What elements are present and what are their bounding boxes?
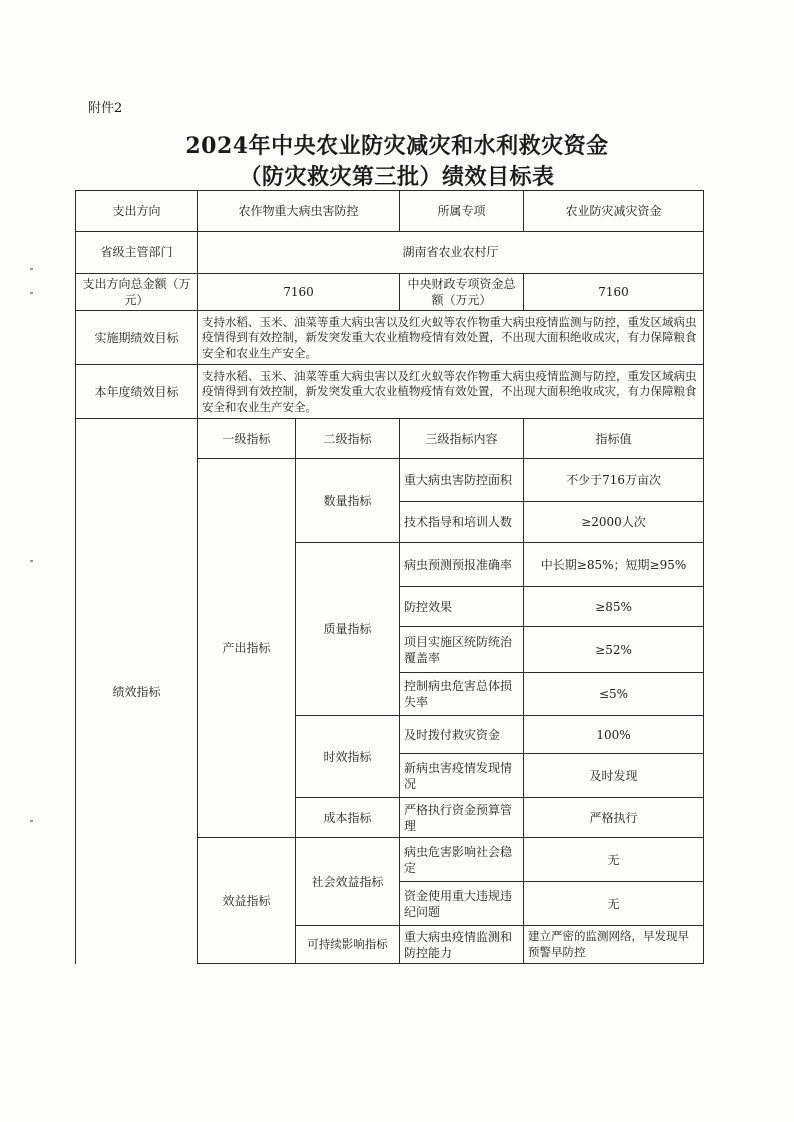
indicator-value-cell: 无 [524,838,704,882]
indicator-value-cell: ≥2000人次 [524,502,704,543]
indicator-value-cell: 100% [524,716,704,754]
attachment-label: 附件2 [88,101,123,116]
benefit-indicator-cell: 效益指标 [198,838,296,964]
total-label-cell: 支出方向总金额（万元） [76,274,198,311]
period-goal-label-cell: 实施期绩效目标 [76,311,198,365]
quality-indicator-cell: 质量指标 [296,543,400,716]
indicator-content-cell: 严格执行资金预算管理 [400,798,524,838]
indicator-value-cell: 建立严密的监测网络，早发现早预警早防控 [524,926,704,964]
project-value-cell: 农业防灾减灾资金 [524,191,704,232]
social-benefit-indicator-cell: 社会效益指标 [296,838,400,926]
indicators-section-cell: 绩效指标 [76,419,198,964]
indicator-content-cell: 控制病虫危害总体损失率 [400,673,524,716]
direction-label-cell: 支出方向 [76,191,198,232]
indicator-content-cell: 防控效果 [400,587,524,627]
indicator-value-cell: 严格执行 [524,798,704,838]
indicator-value-cell: 中长期≥85%；短期≥95% [524,543,704,587]
central-label-cell: 中央财政专项资金总额（万元） [400,274,524,311]
quantity-indicator-cell: 数量指标 [296,459,400,543]
sustainable-impact-indicator-cell: 可持续影响指标 [296,926,400,964]
indicator-content-cell: 项目实施区统防统治覆盖率 [400,627,524,673]
project-label-cell: 所属专项 [400,191,524,232]
indicator-content-cell: 及时拨付救灾资金 [400,716,524,754]
indicator-value-cell: ≥85% [524,587,704,627]
indicator-content-cell: 病虫预测预报准确率 [400,543,524,587]
indicator-content-cell: 技术指导和培训人数 [400,502,524,543]
direction-value-cell: 农作物重大病虫害防控 [198,191,400,232]
year-goal-label-cell: 本年度绩效目标 [76,365,198,419]
dept-label-cell: 省级主管部门 [76,232,198,274]
indicator-value-cell: 无 [524,882,704,926]
year-goal-text-cell: 支持水稻、玉米、油菜等重大病虫害以及红火蚁等农作物重大病虫疫情监测与防控，重发区域病虫疫情得到有效控制，新发突发重大农业植物疫情有效处置，不出现大面积绝收成灾，有力保障粮食安全和农业生产安全。 [198,365,704,419]
period-goal-text-cell: 支持水稻、玉米、油菜等重大病虫害以及红火蚁等农作物重大病虫疫情监测与防控，重发区域病虫疫情得到有效控制，新发突发重大农业植物疫情有效处置，不出现大面积绝收成灾，有力保障粮食安全和农业生产安全。 [198,311,704,365]
page-title-line2: （防灾救灾第三批）绩效目标表 [239,164,555,190]
cost-indicator-cell: 成本指标 [296,798,400,838]
timeliness-indicator-cell: 时效指标 [296,716,400,798]
indicator-content-cell: 资金使用重大违规违纪问题 [400,882,524,926]
scan-mark [30,560,33,562]
col-level3-header: 三级指标内容 [400,419,524,459]
indicator-content-cell: 病虫危害影响社会稳定 [400,838,524,882]
scan-mark [30,292,33,294]
output-indicator-cell: 产出指标 [198,459,296,838]
col-level1-header: 一级指标 [198,419,296,459]
scan-mark [30,820,33,822]
dept-value-cell: 湖南省农业农村厅 [198,232,704,274]
indicator-value-cell: 不少于716万亩次 [524,459,704,502]
total-value-cell: 7160 [198,274,400,311]
central-value-cell: 7160 [524,274,704,311]
indicator-value-cell: ≤5% [524,673,704,716]
col-value-header: 指标值 [524,419,704,459]
performance-target-table [75,190,704,964]
page-title-line1: 2024年中央农业防灾减灾和水利救灾资金 [185,133,609,159]
indicator-value-cell: ≥52% [524,627,704,673]
scan-mark [30,268,33,270]
indicator-content-cell: 重大病虫害防控面积 [400,459,524,502]
indicator-content-cell: 新病虫害疫情发现情况 [400,754,524,798]
indicator-content-cell: 重大病虫疫情监测和防控能力 [400,926,524,964]
col-level2-header: 二级指标 [296,419,400,459]
indicator-value-cell: 及时发现 [524,754,704,798]
